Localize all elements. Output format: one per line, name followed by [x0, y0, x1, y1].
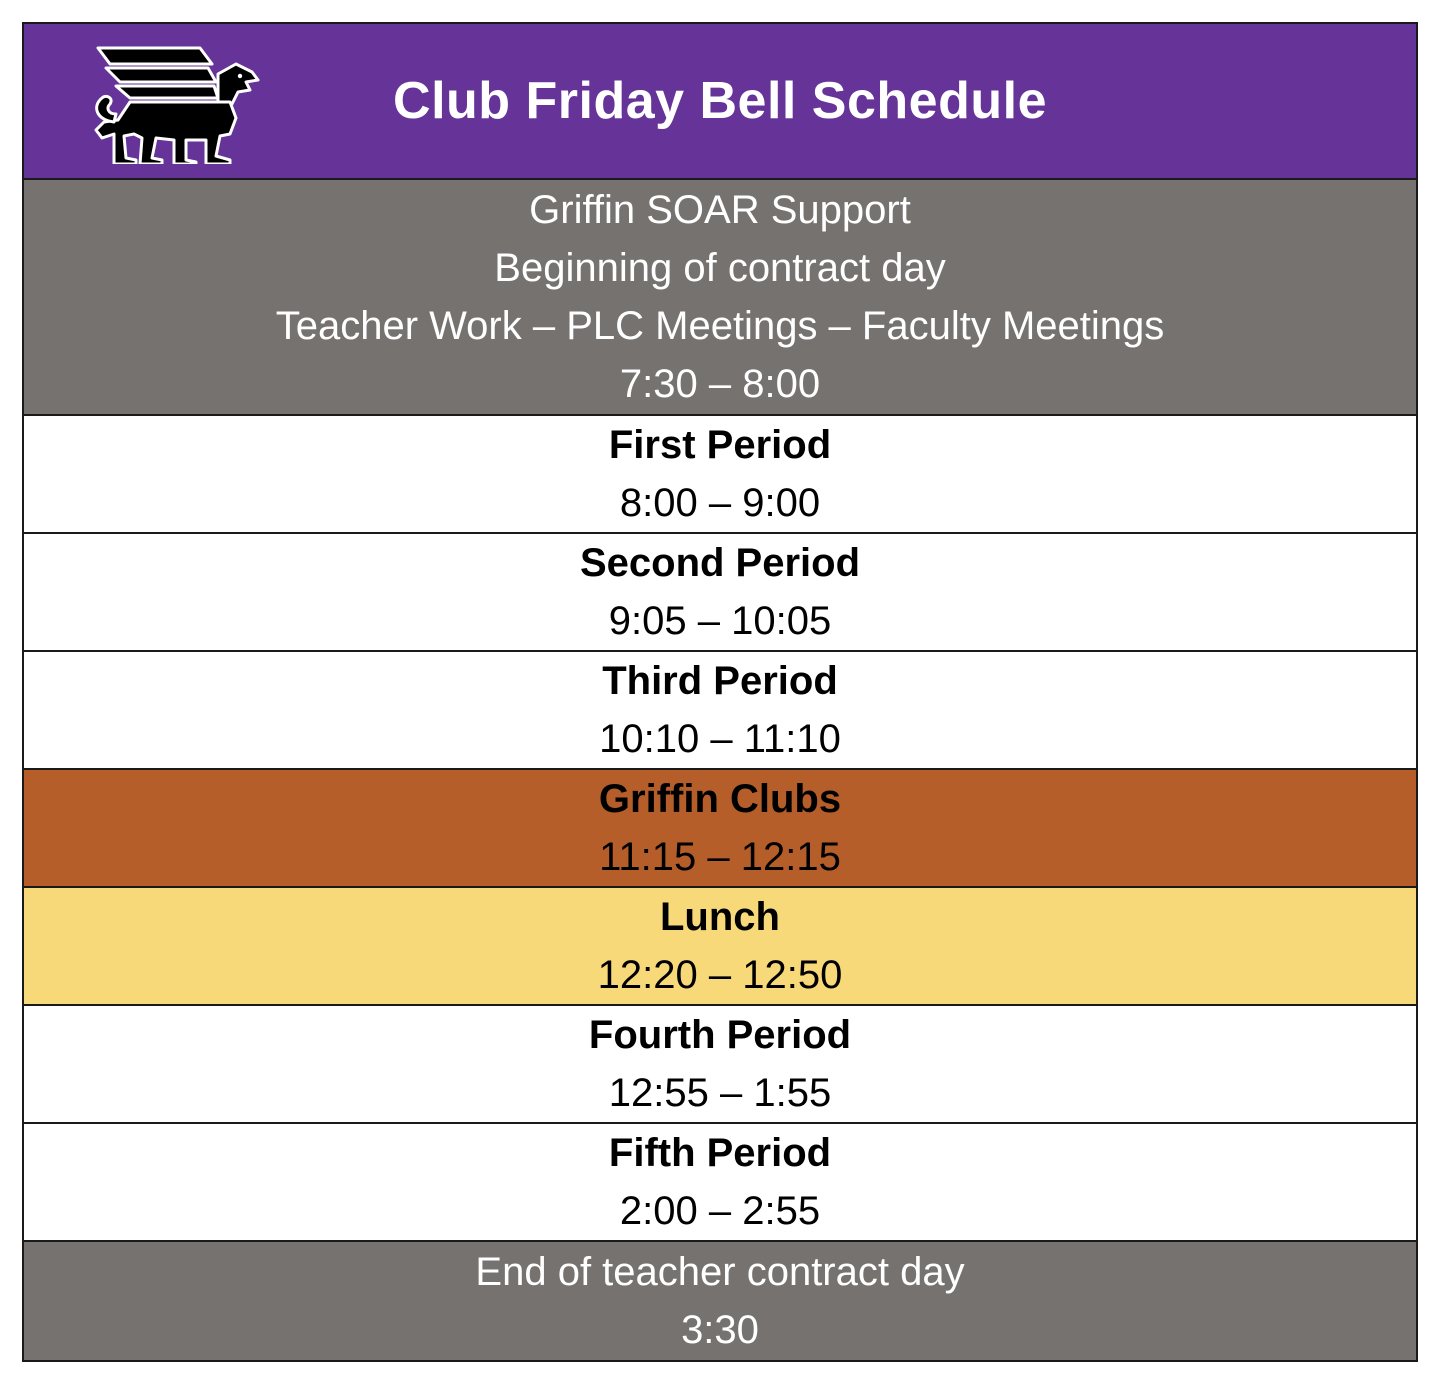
bell-schedule-table — [22, 22, 1418, 1362]
lunch-row — [24, 888, 1416, 1006]
period-time: 9:05 – 10:05 — [608, 599, 832, 643]
period-name: Fourth Period — [588, 1013, 852, 1057]
end-of-day-time: 3:30 — [681, 1308, 759, 1352]
soar-support-row — [24, 180, 1416, 416]
period-name: Fifth Period — [608, 1131, 832, 1175]
end-of-day-label: End of teacher contract day — [475, 1250, 965, 1294]
fourth-period-row — [24, 1006, 1416, 1124]
period-name: Third Period — [602, 659, 838, 703]
third-period-row — [24, 652, 1416, 770]
griffin-clubs-row — [24, 770, 1416, 888]
schedule-header — [24, 24, 1416, 180]
period-time: 12:20 – 12:50 — [597, 953, 843, 997]
period-name: Second Period — [579, 541, 861, 585]
schedule-title: Club Friday Bell Schedule — [393, 72, 1047, 130]
soar-line-3: Teacher Work – PLC Meetings – Faculty Meetings — [275, 304, 1165, 348]
period-time: 12:55 – 1:55 — [608, 1071, 832, 1115]
period-name: Griffin Clubs — [598, 777, 842, 821]
period-time: 11:15 – 12:15 — [599, 835, 841, 879]
soar-line-2: Beginning of contract day — [494, 246, 946, 290]
soar-line-1: Griffin SOAR Support — [529, 188, 911, 232]
period-time: 2:00 – 2:55 — [619, 1189, 821, 1233]
soar-time: 7:30 – 8:00 — [619, 362, 821, 406]
second-period-row — [24, 534, 1416, 652]
period-name: Lunch — [660, 895, 780, 939]
fifth-period-row — [24, 1124, 1416, 1242]
period-time: 10:10 – 11:10 — [599, 717, 841, 761]
period-name: First Period — [608, 423, 832, 467]
end-of-day-row — [24, 1242, 1416, 1360]
first-period-row — [24, 416, 1416, 534]
period-time: 8:00 – 9:00 — [619, 481, 821, 525]
